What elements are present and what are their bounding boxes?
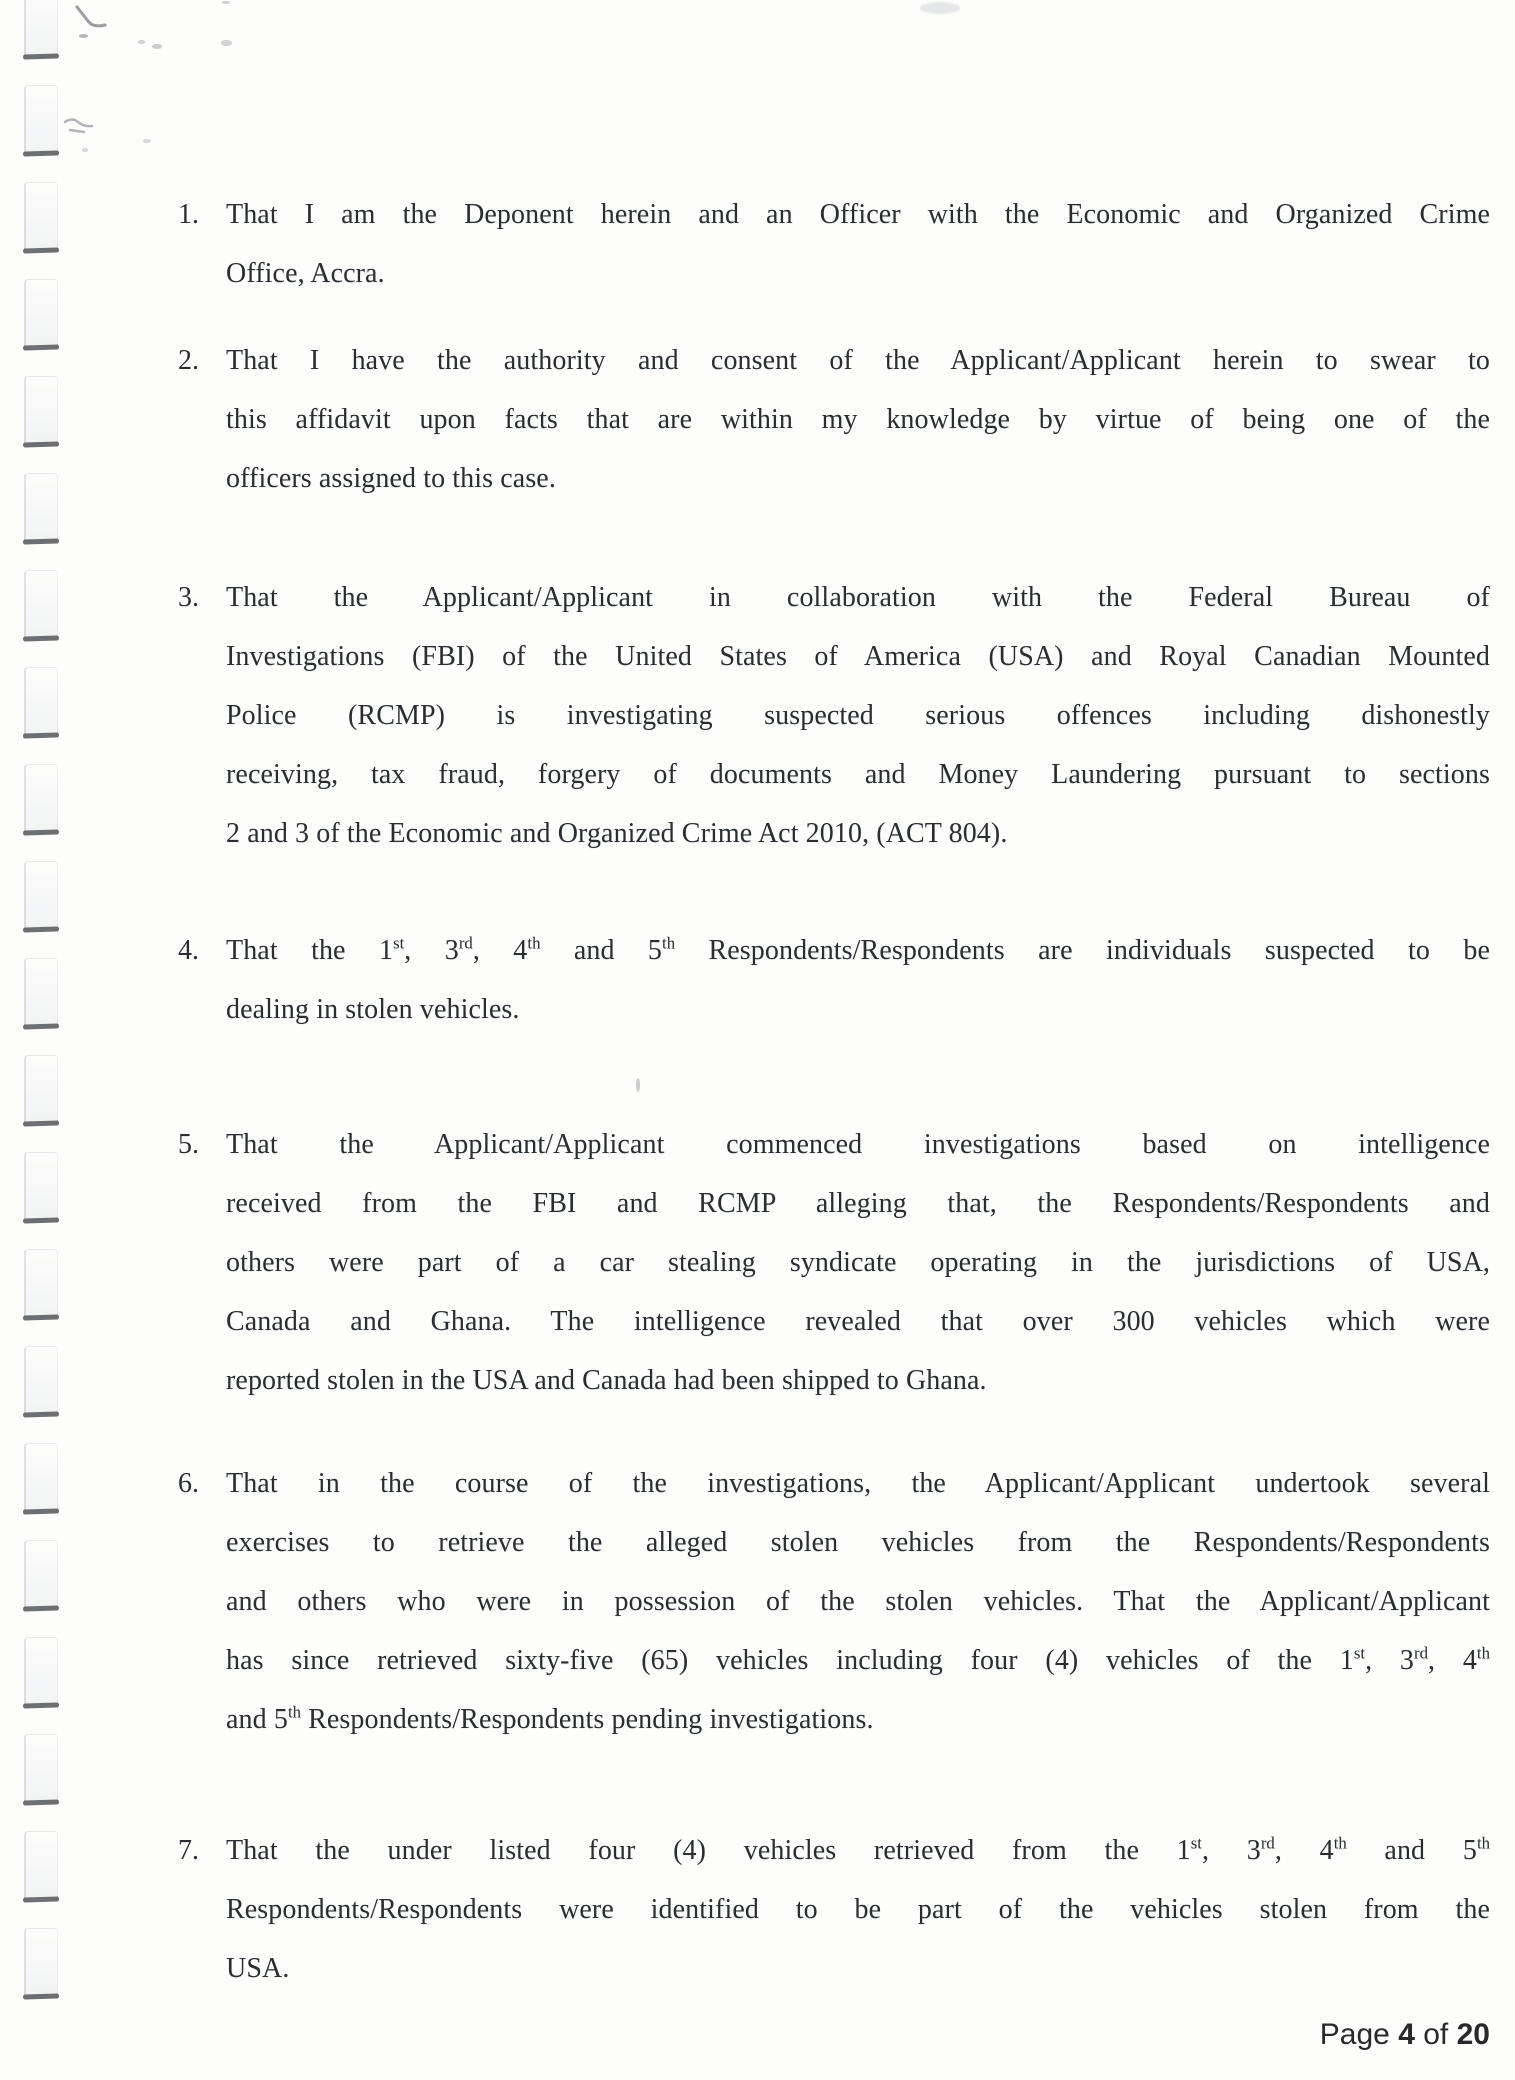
- text-line: and others who were in possession of the stolen vehicles. That the Applicant/Applicant: [226, 1586, 1490, 1617]
- text-line: officers assigned to this case.: [226, 463, 556, 494]
- text-line: That the under listed four (4) vehicles retrieved from the 1st, 3rd, 4th and 5th: [226, 1833, 1490, 1866]
- text-line: and 5th Respondents/Respondents pending investigations.: [226, 1702, 874, 1735]
- text-line: That the Applicant/Applicant commenced investigations based on intelligence: [226, 1129, 1490, 1160]
- list-item: [178, 1821, 1490, 1998]
- text-line: receiving, tax fraud, forgery of documents and Money Laundering pursuant to sections: [226, 759, 1490, 790]
- list-item: [178, 921, 1490, 1039]
- page-indicator: [1320, 2018, 1490, 2052]
- text-line: Respondents/Respondents were identified to be part of the vehicles stolen from the: [226, 1894, 1490, 1925]
- text-line: received from the FBI and RCMP alleging that, the Respondents/Respondents and: [226, 1188, 1490, 1219]
- text-line: USA.: [226, 1953, 290, 1984]
- list-item: [178, 1115, 1490, 1410]
- text-line: dealing in stolen vehicles.: [226, 994, 520, 1025]
- list-item: [178, 185, 1490, 303]
- total-pages: 20: [1456, 2018, 1490, 2051]
- text-line: That the Applicant/Applicant in collaboration with the Federal Bureau of: [226, 582, 1490, 613]
- text-line: Canada and Ghana. The intelligence revealed that over 300 vehicles which were: [226, 1306, 1490, 1337]
- item-number: 4.: [178, 935, 199, 966]
- text-line: That I have the authority and consent of the Applicant/Applicant herein to swear to: [226, 345, 1490, 376]
- item-number: 5.: [178, 1129, 199, 1160]
- item-number: 7.: [178, 1835, 199, 1866]
- item-number: 3.: [178, 582, 199, 613]
- text-line: Investigations (FBI) of the United States of America (USA) and Royal Canadian Mounted: [226, 641, 1490, 672]
- text-line: That in the course of the investigations, the Applicant/Applicant undertook several: [226, 1468, 1490, 1499]
- item-number: 6.: [178, 1468, 199, 1499]
- text-line: Police (RCMP) is investigating suspected serious offences including dishonestly: [226, 700, 1490, 731]
- item-number: 1.: [178, 199, 199, 230]
- list-item: [178, 568, 1490, 863]
- text-line: has since retrieved sixty-five (65) vehicles including four (4) vehicles of the 1st, 3rd, 4th: [226, 1643, 1490, 1676]
- text-line: That the 1st, 3rd, 4th and 5th Respondents/Respondents are individuals suspected to be: [226, 933, 1490, 966]
- list-item: [178, 331, 1490, 508]
- item-number: 2.: [178, 345, 199, 376]
- text-line: reported stolen in the USA and Canada had been shipped to Ghana.: [226, 1365, 987, 1396]
- page-number: 4: [1398, 2018, 1415, 2051]
- list-item: [178, 1454, 1490, 1749]
- of-label: of: [1423, 2018, 1449, 2051]
- text-line: others were part of a car stealing syndicate operating in the jurisdictions of USA,: [226, 1247, 1490, 1278]
- text-line: exercises to retrieve the alleged stolen vehicles from the Respondents/Respondents: [226, 1527, 1490, 1558]
- text-line: 2 and 3 of the Economic and Organized Crime Act 2010, (ACT 804).: [226, 818, 1008, 849]
- text-line: this affidavit upon facts that are within my knowledge by virtue of being one of the: [226, 404, 1490, 435]
- page-label: Page: [1319, 2018, 1390, 2051]
- text-line: That I am the Deponent herein and an Officer with the Economic and Organized Crime: [226, 199, 1490, 230]
- text-line: Office, Accra.: [226, 258, 385, 289]
